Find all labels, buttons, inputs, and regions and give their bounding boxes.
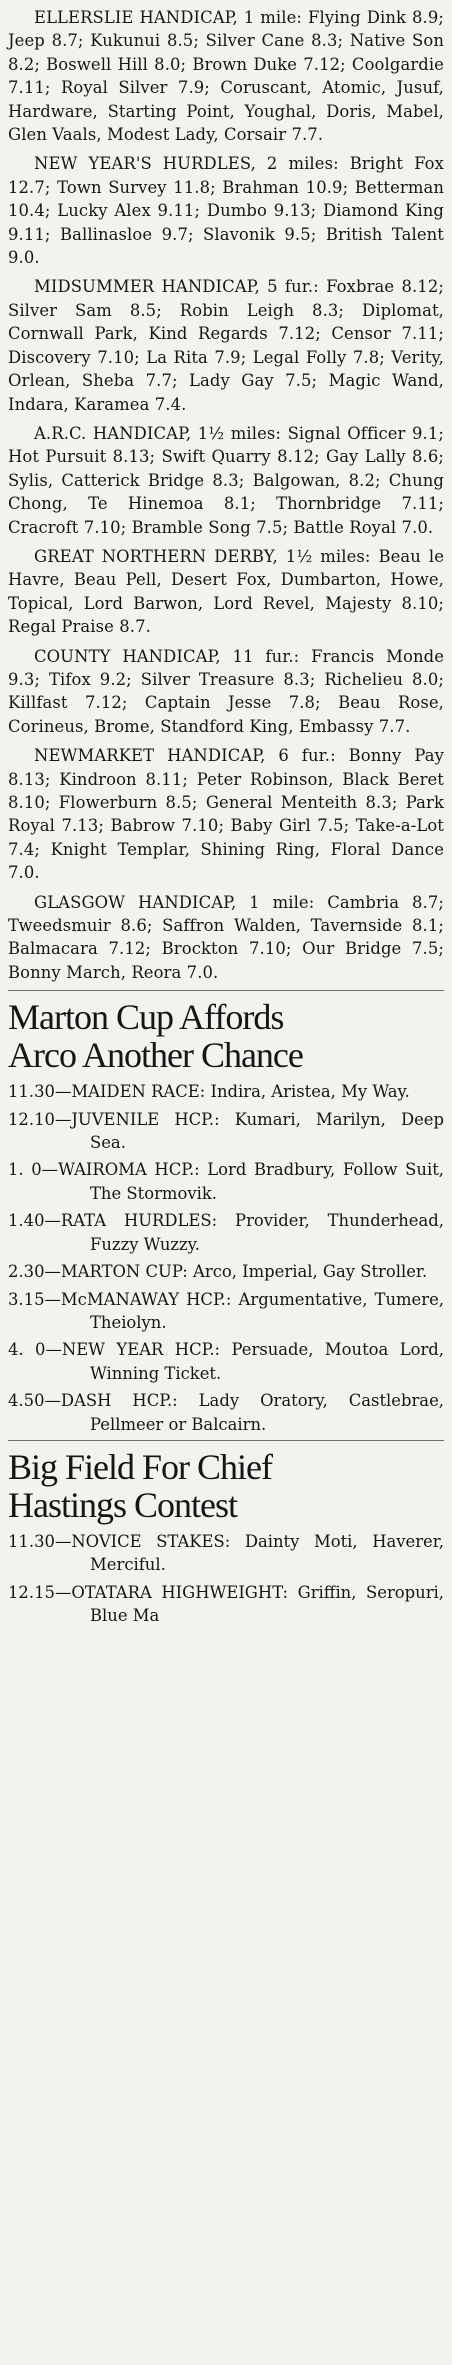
race-text: —MAIDEN RACE: Indira, Aristea, My Way. [54,1082,410,1102]
headline-line: Arco Another Chance [8,1035,303,1076]
race-time: 11.30 [8,1531,55,1551]
race-time: 4.50 [8,1391,45,1411]
headline-line: Hastings Contest [8,1484,238,1525]
race-text: —NOVICE STAKES: Dainty Moti, Haverer, Merciful. [54,1531,444,1575]
race-entry-paragraph: MIDSUMMER HANDICAP, 5 fur.: Foxbrae 8.12; Silver Sam 8.5; Robin Leigh 8.3; Diplomat, Cornwall Park, Kind Regards 7.12; Censor 7.11; Discovery 7.10; La Rita 7.9; Legal Folly 7.8; Verity, Orlean, Sheba 7.7; Lady Gay 7.5; Magic Wand, Indara, Karamea 7.4. [8,277,444,414]
race-text: —RATA HURDLES: Provider, Thunderhead, Fuzzy Wuzzy. [44,1211,444,1254]
race-time: 4. 0 [8,1340,46,1360]
race-time: 2.30 [8,1262,45,1282]
race-time: 12.15 [8,1582,55,1602]
marton-headline [8,998,444,1074]
race-selection [8,1158,444,1205]
race-entry-paragraph: NEWMARKET HANDICAP, 6 fur.: Bonny Pay 8.13; Kindroon 8.11; Peter Robinson, Black Beret 8.10; Flowerburn 8.5; General Menteith 8.3; Park Royal 7.13; Babrow 7.10; Baby Girl 7.5; Take-a-Lot 7.4; Knight Templar, Shining Ring, Floral Dance 7.0. [8,746,444,883]
race-entry-paragraph: GREAT NORTHERN DERBY, 1½ miles: Beau le Havre, Beau Pell, Desert Fox, Dumbarton, Howe, Topical, Lord Barwon, Lord Revel, Majesty 8.10; Regal Praise 8.7. [8,546,444,637]
race-selection [8,1080,444,1103]
race-entry-paragraph: NEW YEAR'S HURDLES, 2 miles: Bright Fox 12.7; Town Survey 11.8; Brahman 10.9; Betterman 10.4; Lucky Alex 9.11; Dumbo 9.13; Diamond King 9.11; Ballinasloe 9.7; Slavonik 9.5; British Talent 9.0. [8,154,444,268]
race-time: 11.30 [8,1082,55,1102]
hastings-races [8,1530,444,1628]
race-selection [8,1389,444,1436]
race-time: 3.15 [8,1289,45,1309]
race-selection [8,1581,444,1628]
race-entry-paragraph: ELLERSLIE HANDICAP, 1 mile: Flying Dink 8.9; Jeep 8.7; Kukunui 8.5; Silver Cane 8.3; Native Son 8.2; Boswell Hill 8.0; Brown Duke 7.12; Coolgardie 7.11; Royal Silver 7.9; Coruscant, Atomic, Jusuf, Hardware, Starting Point, Youghal, Doris, Mabel, Glen Vaals, Modest Lady, Corsair 7.7. [8,8,444,145]
race-time: 1.40 [8,1211,45,1231]
race-entry-paragraph: A.R.C. HANDICAP, 1½ miles: Signal Officer 9.1; Hot Pursuit 8.13; Swift Quarry 8.12; Gay Lally 8.6; Sylis, Catterick Bridge 8.3; Balgowan, 8.2; Chung Chong, Te Hinemoa 8.1; Thornbridge 7.11; Cracroft 7.10; Bramble Song 7.5; Battle Royal 7.0. [8,423,444,537]
race-selection [8,1530,444,1577]
race-text: —NEW YEAR HCP.: Persuade, Moutoa Lord, Winning Ticket. [45,1340,444,1383]
column-rule [8,1440,444,1441]
race-entry-paragraph: COUNTY HANDICAP, 11 fur.: Francis Monde 9.3; Tifox 9.2; Silver Treasure 8.3; Richelieu 8.0; Killfast 7.12; Captain Jesse 7.8; Beau Rose, Corineus, Brome, Standford King, Embassy 7.7. [8,646,444,736]
race-selection [8,1108,444,1155]
marton-races [8,1080,444,1436]
hastings-headline [8,1448,444,1524]
race-time: 12.10 [8,1109,55,1129]
race-text: —DASH HCP.: Lady Oratory, Castlebrae, Pellmeer or Balcairn. [44,1391,444,1434]
race-text: —OTATARA HIGHWEIGHT: Griffin, Seropuri, Blue Ma [54,1582,444,1626]
race-time: 1. 0 [8,1160,42,1180]
headline-line: Big Field For Chief [8,1446,273,1487]
race-text: —JUVENILE HCP.: Kumari, Marilyn, Deep Sea. [54,1109,444,1153]
race-selection [8,1260,444,1283]
race-selection [8,1288,444,1335]
race-selection [8,1338,444,1385]
race-entry-paragraph: GLASGOW HANDICAP, 1 mile: Cambria 8.7; Tweedsmuir 8.6; Saffron Walden, Tavernside 8.1; Balmacara 7.12; Brockton 7.10; Our Bridge 7.5; Bonny March, Reora 7.0. [8,892,444,982]
race-text: —WAIROMA HCP.: Lord Bradbury, Follow Suit, The Stormovik. [41,1160,445,1203]
column-rule [8,990,444,991]
race-text: —MARTON CUP: Arco, Imperial, Gay Stroller. [44,1262,428,1282]
race-selection [8,1209,444,1256]
race-text: —McMANAWAY HCP.: Argumentative, Tumere, Theiolyn. [44,1289,444,1332]
headline-line: Marton Cup Affords [8,997,284,1038]
